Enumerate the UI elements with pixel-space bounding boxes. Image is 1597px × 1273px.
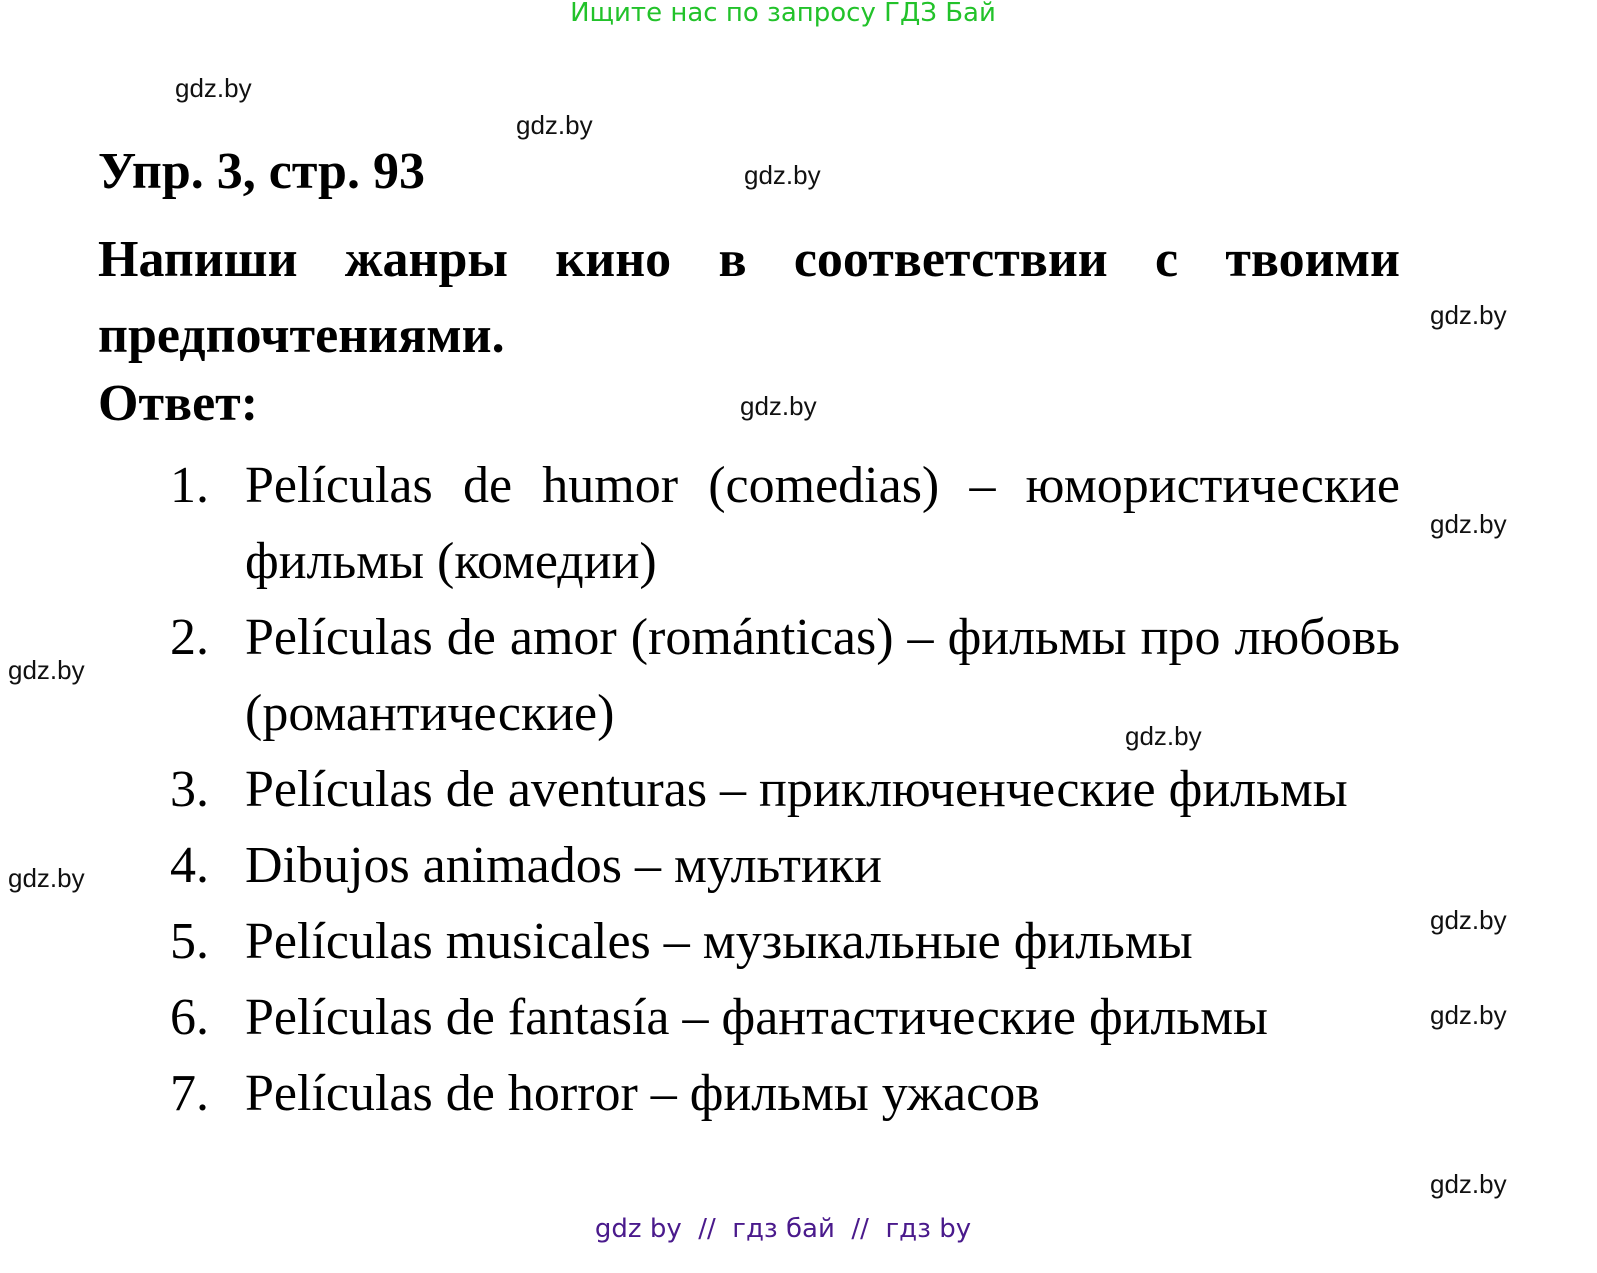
watermark: gdz.by (8, 655, 85, 685)
watermark: gdz.by (175, 73, 252, 103)
search-banner: Ищите нас по запросу ГДЗ Бай (570, 0, 996, 28)
answer-label: Ответ: (98, 375, 259, 432)
list-item (0, 1056, 1400, 1132)
item-number: 7. (170, 1065, 209, 1122)
item-number: 3. (170, 761, 209, 818)
task-text: Напиши жанры кино в соответствии с твоими предпочтениями. (98, 231, 1400, 364)
watermark: gdz.by (1430, 905, 1507, 935)
footer-links: gdz by // гдз бай // гдз by (594, 1214, 972, 1244)
item-number: 5. (170, 913, 209, 970)
watermark: gdz.by (1430, 509, 1507, 539)
list-item (0, 980, 1400, 1056)
item-text: Películas de aventuras – приключенческие фильмы (245, 761, 1348, 818)
list-item (0, 828, 1400, 904)
watermark: gdz.by (744, 160, 821, 190)
list-item (0, 904, 1400, 980)
watermark: gdz.by (516, 110, 593, 140)
list-item (0, 448, 1400, 600)
watermark: gdz.by (1430, 1000, 1507, 1030)
item-text: Películas de amor (románticas) – фильмы про любовь (романтические) (245, 609, 1400, 742)
item-text: Películas de fantasía – фантастические фильмы (245, 989, 1268, 1046)
item-number: 4. (170, 837, 209, 894)
watermark: gdz.by (740, 391, 817, 421)
item-text: Películas de horror – фильмы ужасов (245, 1065, 1040, 1122)
watermark: gdz.by (1430, 1169, 1507, 1199)
answer-list (0, 448, 1400, 1132)
list-item (0, 752, 1400, 828)
list-item (0, 600, 1400, 752)
item-text: Dibujos animados – мультики (245, 837, 882, 894)
watermark: gdz.by (1125, 721, 1202, 751)
item-number: 2. (170, 609, 209, 666)
item-number: 1. (170, 457, 209, 514)
item-text: Películas de humor (comedias) – юмористические фильмы (комедии) (245, 457, 1400, 590)
item-text: Películas musicales – музыкальные фильмы (245, 913, 1193, 970)
item-number: 6. (170, 989, 209, 1046)
exercise-title: Упр. 3, стр. 93 (98, 143, 425, 200)
watermark: gdz.by (1430, 300, 1507, 330)
watermark: gdz.by (8, 863, 85, 893)
